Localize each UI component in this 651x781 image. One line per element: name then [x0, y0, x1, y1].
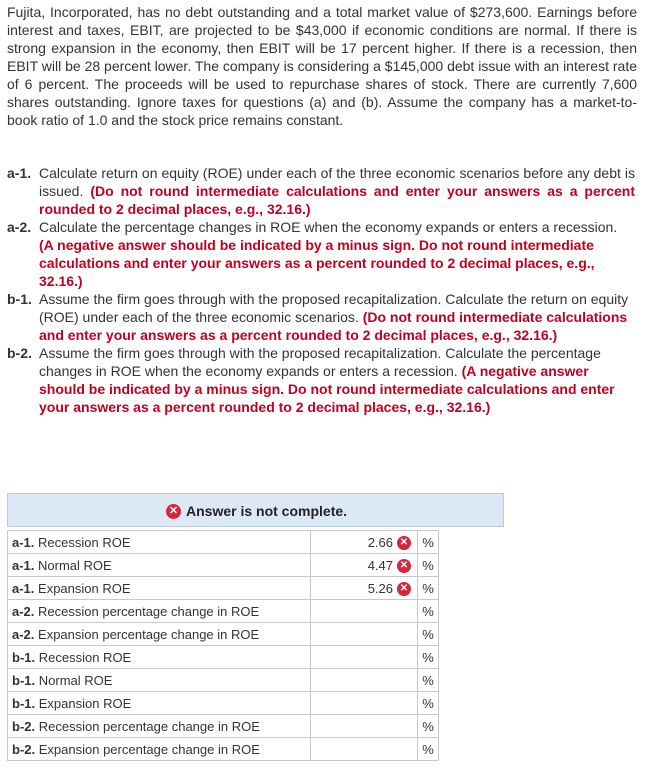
table-row — [8, 646, 439, 669]
question-a1 — [7, 164, 635, 218]
incorrect-x-icon: ✕ — [397, 559, 411, 573]
question-instruction: (A negative answer should be indicated by a minus sign. Do not round intermediate calculations and enter your answers as a percent rounded to 2 decimal places, e.g., 32.16.) — [39, 237, 595, 289]
table-row — [8, 738, 439, 761]
error-x-icon: ✕ — [166, 504, 181, 519]
question-text: Calculate the percentage changes in ROE when the economy expands or enters a recession. — [39, 219, 618, 235]
question-text: Calculate return on equity (ROE) under each of the three economic scenarios before any debt is issued. — [39, 165, 635, 199]
percent-unit: % — [418, 623, 439, 646]
answer-status-text: Answer is not complete. — [186, 503, 348, 519]
row-part: a-1. — [12, 557, 35, 573]
table-row — [8, 623, 439, 646]
question-instruction: (Do not round intermediate calculations and enter your answers as a percent rounded to 2 decimal places, e.g., 32.16.) — [39, 309, 628, 343]
row-part: a-2. — [12, 603, 35, 619]
row-name: Recession percentage change in ROE — [38, 718, 260, 734]
answer-input-cell[interactable] — [311, 600, 418, 623]
row-part: b-2. — [12, 741, 36, 757]
question-list — [7, 164, 635, 416]
row-part: b-1. — [12, 695, 36, 711]
answer-input-cell[interactable] — [311, 531, 418, 554]
table-row — [8, 669, 439, 692]
table-row — [8, 577, 439, 600]
row-part: b-1. — [12, 672, 36, 688]
incorrect-x-icon: ✕ — [397, 536, 411, 550]
question-a2 — [7, 218, 635, 290]
answer-value[interactable]: 2.66 — [367, 535, 393, 551]
table-row — [8, 600, 439, 623]
row-label — [8, 554, 311, 577]
percent-unit: % — [418, 577, 439, 600]
row-name: Recession ROE — [38, 649, 132, 665]
row-label — [8, 646, 311, 669]
row-name: Normal ROE — [38, 557, 112, 573]
percent-unit: % — [418, 738, 439, 761]
percent-unit: % — [418, 692, 439, 715]
row-name: Normal ROE — [38, 672, 113, 688]
row-name: Recession ROE — [38, 534, 131, 550]
percent-unit: % — [418, 554, 439, 577]
question-label: b-2. — [7, 345, 32, 361]
question-label: b-1. — [7, 291, 32, 307]
answer-input-cell[interactable] — [311, 738, 418, 761]
row-part: b-1. — [12, 649, 36, 665]
answer-input-cell[interactable] — [311, 623, 418, 646]
row-label — [8, 669, 311, 692]
question-instruction: (A negative answer should be indicated by a minus sign. Do not round intermediate calculations and enter your answers as a percent rounded to 2 decimal places, e.g., 32.16.) — [39, 363, 615, 415]
row-label — [8, 577, 311, 600]
answer-input-cell[interactable] — [311, 577, 418, 600]
row-name: Expansion ROE — [38, 580, 131, 596]
row-label — [8, 692, 311, 715]
question-label: a-1. — [7, 165, 32, 181]
question-b2 — [7, 344, 635, 416]
answer-input-cell[interactable] — [311, 715, 418, 738]
percent-unit: % — [418, 715, 439, 738]
answer-input-cell[interactable] — [311, 669, 418, 692]
percent-unit: % — [418, 531, 439, 554]
row-label — [8, 738, 311, 761]
row-part: a-1. — [12, 534, 35, 550]
table-row — [8, 692, 439, 715]
row-label — [8, 715, 311, 738]
answer-table — [7, 530, 439, 761]
table-row — [8, 554, 439, 577]
row-label — [8, 531, 311, 554]
answer-input-cell[interactable] — [311, 554, 418, 577]
answer-input-cell[interactable] — [311, 692, 418, 715]
row-name: Recession percentage change in ROE — [38, 603, 260, 619]
row-part: a-2. — [12, 626, 35, 642]
answer-value[interactable]: 5.26 — [367, 581, 393, 597]
answer-value[interactable]: 4.47 — [367, 558, 393, 574]
percent-unit: % — [418, 646, 439, 669]
percent-unit: % — [418, 669, 439, 692]
row-name: Expansion percentage change in ROE — [38, 741, 260, 757]
problem-statement: Fujita, Incorporated, has no debt outstanding and a total market value of $273,600. Earnings before interest and taxes, EBIT, are projected to be $43,000 if economic conditions are normal. If there is strong expansion in the economy, then EBIT will be 17 percent higher. If there is a recession, then EBIT will be 28 percent lower. The company is considering a $145,000 debt issue with an interest rate of 6 percent. The proceeds will be used to repurchase shares of stock. There are currently 7,600 shares outstanding. Ignore taxes for questions (a) and (b). Assume the company has a market-to-book ratio of 1.0 and the stock price remains constant. — [7, 4, 637, 128]
table-row — [8, 531, 439, 554]
incorrect-x-icon: ✕ — [397, 582, 411, 596]
question-instruction: (Do not round intermediate calculations and enter your answers as a percent rounded to 2 decimal places, e.g., 32.16.) — [39, 183, 636, 217]
row-part: a-1. — [12, 580, 35, 596]
answer-input-cell[interactable] — [311, 646, 418, 669]
answer-status-panel — [7, 493, 504, 527]
row-name: Expansion ROE — [38, 695, 132, 711]
percent-unit: % — [418, 600, 439, 623]
row-label — [8, 600, 311, 623]
row-label — [8, 623, 311, 646]
row-name: Expansion percentage change in ROE — [38, 626, 260, 642]
question-text: Assume the firm goes through with the proposed recapitalization. Calculate the return on equity (ROE) under each of the three economic scenarios. — [39, 291, 629, 325]
table-row — [8, 715, 439, 738]
question-text: Assume the firm goes through with the proposed recapitalization. Calculate the percentage changes in ROE when the economy expands or enters a recession. — [39, 345, 601, 379]
row-part: b-2. — [12, 718, 36, 734]
question-b1 — [7, 290, 635, 344]
question-label: a-2. — [7, 219, 32, 235]
